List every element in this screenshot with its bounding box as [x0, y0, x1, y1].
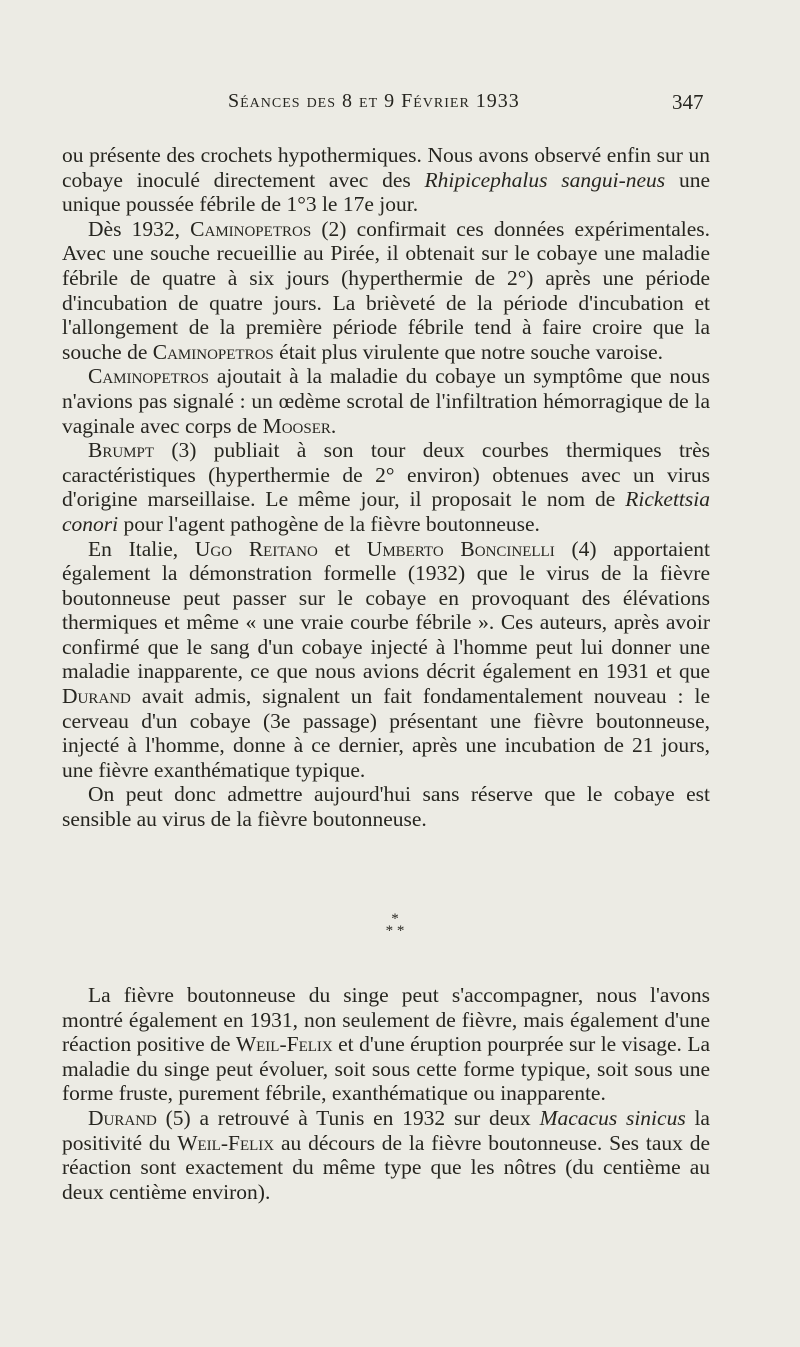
author-name: Ugo Reitano [194, 536, 318, 561]
species-name: Rhipicephalus sangui-neus [424, 167, 666, 192]
asterism-bottom: * * [385, 923, 405, 939]
asterism-divider [370, 913, 420, 937]
running-title: Séances des 8 et 9 Février 1933 [228, 90, 520, 112]
paragraph [62, 364, 710, 438]
author-name: Caminopetros [190, 216, 312, 241]
text-run: Dès 1932, [88, 216, 191, 241]
text-run: pour l'agent pathogène de la fièvre boutonneuse. [118, 511, 540, 536]
species-name: Rickettsia conori [62, 487, 710, 536]
paragraph [62, 217, 710, 365]
author-name: Durand [62, 684, 131, 709]
text-run: au décours de la fièvre boutonneuse. Ses taux de réaction sont exactement du même type que les nôtres (du centième au deux centième environ). [62, 1130, 710, 1204]
text-run: et [317, 536, 367, 561]
author-name: Weil-Felix [235, 1032, 333, 1057]
author-name: Mooser [262, 413, 331, 438]
page-header [0, 90, 800, 120]
text-run: . [330, 413, 337, 438]
body-text-section-1 [62, 143, 710, 832]
text-run: ajoutait à la maladie du cobaye un symptôme que nous n'avions pas signalé : un œdème scrotal de l'infiltration hémorragique de la vaginale avec corps de [62, 364, 710, 438]
paragraph [62, 143, 710, 217]
paragraph [62, 438, 710, 536]
text-run: la positivité du [62, 1105, 710, 1155]
author-name: Weil-Felix [177, 1130, 275, 1155]
species-name: Macacus sinicus [539, 1105, 686, 1130]
text-run: avait admis, signalent un fait fondamentalement nouveau : le cerveau d'un cobaye (3e passage) présentant une fièvre boutonneuse, injecté à l'homme, donne à ce dernier, après une incubation de 21 jours, une fièvre exanthématique typique. [62, 684, 710, 782]
paragraph [62, 782, 710, 831]
text-run: En Italie, [88, 536, 195, 561]
page-number: 347 [672, 90, 704, 114]
author-name: Umberto Boncinelli [366, 536, 555, 561]
text-run: (5) a retrouvé à Tunis en 1932 sur deux [156, 1105, 540, 1130]
author-name: Caminopetros [88, 364, 210, 389]
author-name: Caminopetros [152, 339, 274, 364]
text-run: (4) apportaient également la démonstration formelle (1932) que le virus de la fièvre boutonneuse peut passer sur le cobaye en provoquant des élévations thermiques et même « une vraie courbe fébrile ». Ces auteurs, après avoir confirmé que le sang d'un cobaye injecté à l'homme peut lui donner une maladie inapparente, ce que nous avions décrit également en 1931 et que [62, 536, 710, 684]
text-run: (2) confirmait ces données expérimentales. Avec une souche recueillie au Pirée, il obtenait sur le cobaye une maladie fébrile de quatre à six jours (hyperthermie de 2°) après une période d'incubation de quatre jours. La brièveté de la période d'incubation et l'allongement de la première période fébrile tend à faire croire que la souche de [62, 216, 711, 364]
paragraph [62, 537, 710, 783]
text-run: était plus virulente que notre souche varoise. [273, 339, 664, 364]
text-run: ou présente des crochets hypothermiques. Nous avons observé enfin sur un cobaye inoculé directement avec des [62, 143, 710, 192]
asterism-top: * [391, 911, 399, 927]
body-text-section-2 [62, 983, 710, 1204]
text-run: On peut donc admettre aujourd'hui sans réserve que le cobaye est sensible au virus de la fièvre boutonneuse. [62, 782, 710, 832]
text-run: une unique poussée fébrile de 1°3 le 17e jour. [62, 167, 710, 217]
paragraph [62, 1106, 710, 1204]
text-run: (3) publiait à son tour deux courbes thermiques très caractéristiques (hyperthermie de 2° environ) obtenues avec un virus d'origine marseillaise. Le même jour, il proposait le nom de [62, 438, 710, 512]
author-name: Brumpt [88, 438, 155, 463]
text-run: La fièvre boutonneuse du singe peut s'accompagner, nous l'avons montré également en 1931, non seulement de fièvre, mais également d'une réaction positive de [62, 983, 710, 1057]
paragraph [62, 983, 710, 1106]
author-name: Durand [88, 1105, 157, 1130]
text-run: et d'une éruption pourprée sur le visage. La maladie du singe peut évoluer, soit sous cette forme typique, soit sous une forme fruste, purement fébrile, exanthématique ou inapparente. [62, 1032, 711, 1106]
